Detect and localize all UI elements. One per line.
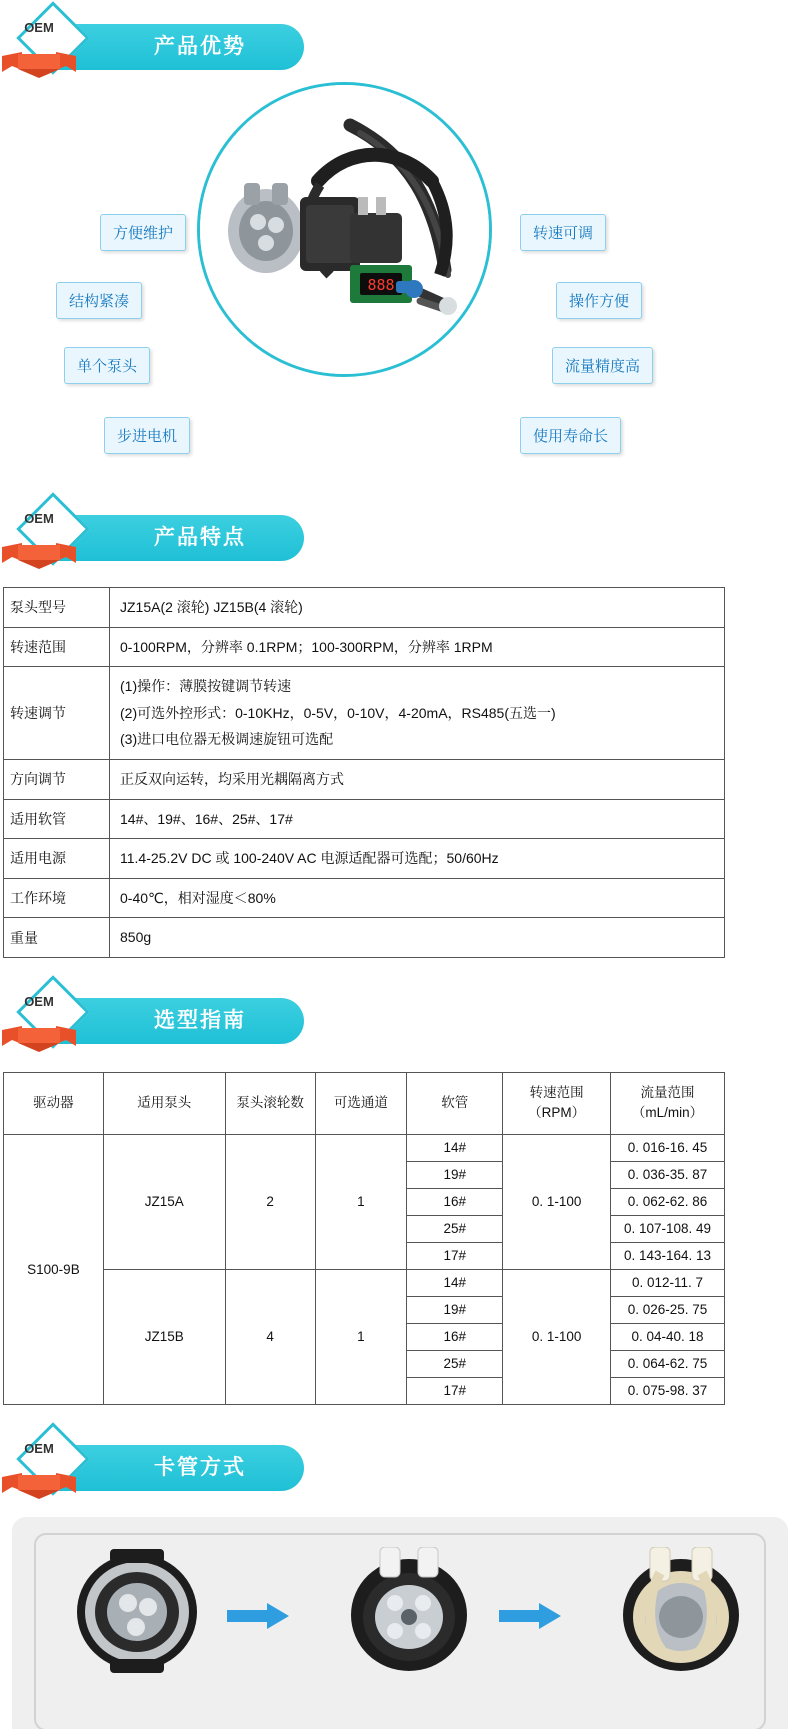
cell-tube: 19#	[407, 1296, 503, 1323]
table-row	[4, 588, 725, 628]
cell-tube: 17#	[407, 1242, 503, 1269]
spec-key: 适用软管	[4, 799, 110, 839]
cell-channels: 1	[315, 1269, 407, 1404]
product-photo-circle	[197, 82, 492, 377]
advantage-tag-4: 步进电机	[104, 417, 190, 454]
cell-tube: 14#	[407, 1269, 503, 1296]
cell-speed-range: 0. 1-100	[503, 1134, 611, 1269]
clamp-step-2-image	[334, 1547, 484, 1677]
ribbon-tail-icon	[2, 52, 76, 78]
cell-tube: 16#	[407, 1323, 503, 1350]
spec-key: 转速调节	[4, 667, 110, 760]
table-row	[4, 759, 725, 799]
cell-rollers: 2	[225, 1134, 315, 1269]
table-header-row	[4, 1072, 725, 1134]
spec-key: 泵头型号	[4, 588, 110, 628]
ribbon-tail-icon	[2, 1026, 76, 1052]
spec-value: 850g	[110, 918, 725, 958]
cell-driver: S100-9B	[4, 1134, 104, 1404]
spec-value: 正反双向运转，均采用光耦隔离方式	[110, 759, 725, 799]
cell-flow: 0. 064-62. 75	[611, 1350, 725, 1377]
advantage-tag-6: 操作方便	[556, 282, 642, 319]
spec-key: 方向调节	[4, 759, 110, 799]
ribbon-tail-icon	[2, 543, 76, 569]
advantage-tag-5: 转速可调	[520, 214, 606, 251]
col-speed-range: 转速范围（RPM）	[503, 1072, 611, 1134]
specification-table	[3, 587, 725, 958]
cell-flow: 0. 075-98. 37	[611, 1377, 725, 1404]
cell-flow: 0. 026-25. 75	[611, 1296, 725, 1323]
cell-tube: 14#	[407, 1134, 503, 1161]
spec-key: 转速范围	[4, 627, 110, 667]
spec-value: 0-40℃，相对湿度＜80%	[110, 878, 725, 918]
cell-tube: 25#	[407, 1350, 503, 1377]
table-row	[4, 1134, 725, 1161]
step-arrow-2-icon	[499, 1603, 561, 1629]
clamp-step-3-image	[606, 1547, 756, 1677]
col-pump-head: 适用泵头	[103, 1072, 225, 1134]
spec-value: 0-100RPM，分辨率 0.1RPM；100-300RPM，分辨率 1RPM	[110, 627, 725, 667]
spec-key: 适用电源	[4, 839, 110, 879]
table-row	[4, 839, 725, 879]
oem-badge-label: OEM	[24, 20, 54, 35]
advantage-tag-7: 流量精度高	[552, 347, 653, 384]
cell-pump-head: JZ15B	[103, 1269, 225, 1404]
cell-flow: 0. 036-35. 87	[611, 1161, 725, 1188]
cell-flow: 0. 107-108. 49	[611, 1215, 725, 1242]
section-banner-features	[0, 497, 800, 569]
section-title-clamp: 卡管方式	[154, 1455, 246, 1479]
oem-badge-label: OEM	[24, 993, 54, 1009]
cell-rollers: 4	[225, 1269, 315, 1404]
col-tube: 软管	[407, 1072, 503, 1134]
cell-tube: 25#	[407, 1215, 503, 1242]
cell-flow: 0. 143-164. 13	[611, 1242, 725, 1269]
table-row	[4, 667, 725, 760]
cell-speed-range: 0. 1-100	[503, 1269, 611, 1404]
section-banner-selection	[0, 980, 800, 1052]
section-title-features: 产品特点	[154, 526, 246, 549]
advantage-tag-3: 单个泵头	[64, 347, 150, 384]
svg-text:888: 888	[367, 276, 395, 294]
spec-value-line: (1)操作：薄膜按键调节转速	[120, 678, 292, 695]
oem-badge-label: OEM	[24, 1440, 54, 1456]
table-row	[4, 878, 725, 918]
cell-flow: 0. 04-40. 18	[611, 1323, 725, 1350]
advantage-tag-1: 方便维护	[100, 214, 186, 251]
spec-value: 14#、19#、16#、25#、17#	[110, 799, 725, 839]
spec-value: JZ15A(2 滚轮) JZ15B(4 滚轮)	[110, 588, 725, 628]
cell-pump-head: JZ15A	[103, 1134, 225, 1269]
oem-badge-label: OEM	[24, 511, 54, 526]
peristaltic-pump-photo	[200, 85, 489, 374]
cell-flow: 0. 012-11. 7	[611, 1269, 725, 1296]
table-row	[4, 799, 725, 839]
spec-value-multiline	[110, 667, 725, 760]
spec-key: 工作环境	[4, 878, 110, 918]
advantage-tag-8: 使用寿命长	[520, 417, 621, 454]
section-title-advantage: 产品优势	[154, 35, 246, 58]
spec-value-line: (3)进口电位器无极调速旋钮可选配	[120, 731, 334, 748]
ribbon-tail-icon	[2, 1473, 76, 1499]
section-banner-advantage	[0, 6, 800, 78]
cell-tube: 17#	[407, 1377, 503, 1404]
selection-guide-table	[3, 1072, 725, 1405]
cell-flow: 0. 016-16. 45	[611, 1134, 725, 1161]
cell-tube: 19#	[407, 1161, 503, 1188]
clamp-step-1-image	[62, 1547, 212, 1677]
section-title-selection: 选型指南	[154, 1008, 246, 1032]
step-arrow-1-icon	[227, 1603, 289, 1629]
table-row	[4, 918, 725, 958]
spec-value: 11.4-25.2V DC 或 100-240V AC 电源适配器可选配；50/60Hz	[110, 839, 725, 879]
spec-value-line: (2)可选外控形式：0-10KHz，0-5V，0-10V，4-20mA，RS485(五选一)	[120, 704, 556, 721]
cell-tube: 16#	[407, 1188, 503, 1215]
table-row	[4, 1269, 725, 1296]
spec-key: 重量	[4, 918, 110, 958]
col-rollers: 泵头滚轮数	[225, 1072, 315, 1134]
col-driver: 驱动器	[4, 1072, 104, 1134]
advantage-tag-2: 结构紧凑	[56, 282, 142, 319]
col-channels: 可选通道	[315, 1072, 407, 1134]
table-row	[4, 627, 725, 667]
section-banner-clamp	[0, 1427, 800, 1499]
col-flow-range: 流量范围（mL/min）	[611, 1072, 725, 1134]
cell-flow: 0. 062-62. 86	[611, 1188, 725, 1215]
clamp-method-panel	[12, 1517, 788, 1729]
advantage-diagram	[0, 82, 800, 445]
cell-channels: 1	[315, 1134, 407, 1269]
